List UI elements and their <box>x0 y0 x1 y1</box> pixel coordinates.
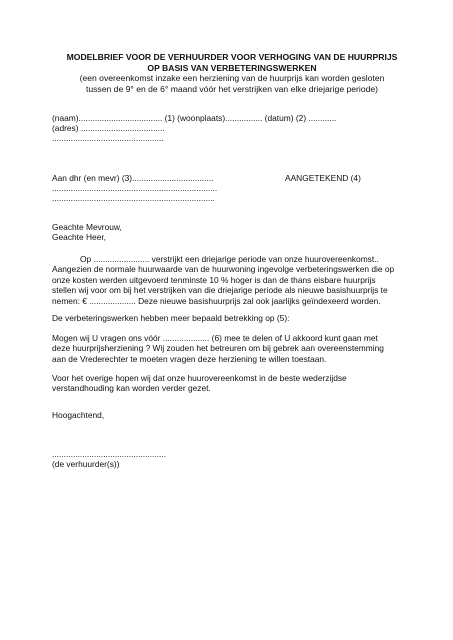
body-paragraph-3-line-2: deze huurprijsherziening ? Wij zouden het betreuren om bij gebrek aan overeenstemming <box>52 343 384 354</box>
recipient-address-line-2: ...................................................................... <box>52 193 215 203</box>
sender-address-line: (adres) .................................... <box>52 123 165 133</box>
body-paragraph-1-line-4: stellen wij voor om bij het verstrijken van die driejarige periode als nieuwe basishuurprijs te <box>52 285 388 296</box>
subtitle-line-2: tussen de 9° en de 6° maand vóór het verstrijken van elke driejarige periode) <box>85 83 379 94</box>
body-paragraph-3-line-3: aan de Vrederechter te moeten vragen deze herziening te willen toestaan. <box>52 353 327 364</box>
body-paragraph-2 <box>52 313 402 323</box>
signature-label: (de verhuurder(s)) <box>52 459 120 469</box>
signature-line: ................................................. <box>52 449 167 459</box>
body-paragraph-2-line-1: De verbeteringswerken hebben meer bepaald betrekking op (5): <box>52 313 290 323</box>
body-paragraph-1-line-2: Aangezien de normale huurwaarde van de huurwoning ingevolge verbeteringswerken die op <box>52 264 395 275</box>
body-paragraph-3 <box>52 333 402 364</box>
recipient-name-line: Aan dhr (en mevr) (3)................................... <box>52 173 214 183</box>
body-paragraph-4-line-2: verstandhouding kan worden verder gezet. <box>52 383 211 394</box>
recipient-address-line: ....................................................................... <box>52 183 218 193</box>
salutation-sir: Geachte Heer, <box>52 232 107 242</box>
body-paragraph-1-line-5: nemen: € .................... Deze nieuwe basishuurprijs zal ook jaarlijks geïndexeerd worden. <box>52 295 381 306</box>
body-paragraph-1 <box>52 254 402 306</box>
sender-address-line-2: ................................................ <box>52 133 164 143</box>
closing-greeting: Hoogachtend, <box>52 410 105 420</box>
sender-name-line: (naam).................................... (1) (woonplaats)................ (datum) (2) ............ <box>52 113 337 123</box>
body-paragraph-4-line-1: Voor het overige hopen wij dat onze huurovereenkomst in de beste wederzijdse <box>52 373 347 383</box>
title-line-2: OP BASIS VAN VERBETERINGSWERKEN <box>147 62 317 73</box>
registered-mail-label: AANGETEKEND (4) <box>285 173 361 183</box>
body-paragraph-3-line-1: Mogen wij U vragen ons vóór .................... (6) mee te delen of U akkoord kunt gaan met <box>52 333 378 343</box>
body-paragraph-1-line-3: onze kosten werden uitgevoerd tenminste 10 % hoger is dan de thans eisbare huurprijs <box>52 274 376 285</box>
letter-title <box>52 52 412 94</box>
title-line-1: MODELBRIEF VOOR DE VERHUURDER VOOR VERHOGING VAN DE HUURPRIJS <box>66 52 398 62</box>
body-paragraph-1-line-1: Op ........................ verstrijkt een driejarige periode van onze huurovereenkomst.. <box>80 254 379 264</box>
subtitle-line-1: (een overeenkomst inzake een herziening van de huurprijs kan worden gesloten <box>79 73 385 84</box>
body-paragraph-4 <box>52 373 402 394</box>
salutation-madam: Geachte Mevrouw, <box>52 222 122 232</box>
